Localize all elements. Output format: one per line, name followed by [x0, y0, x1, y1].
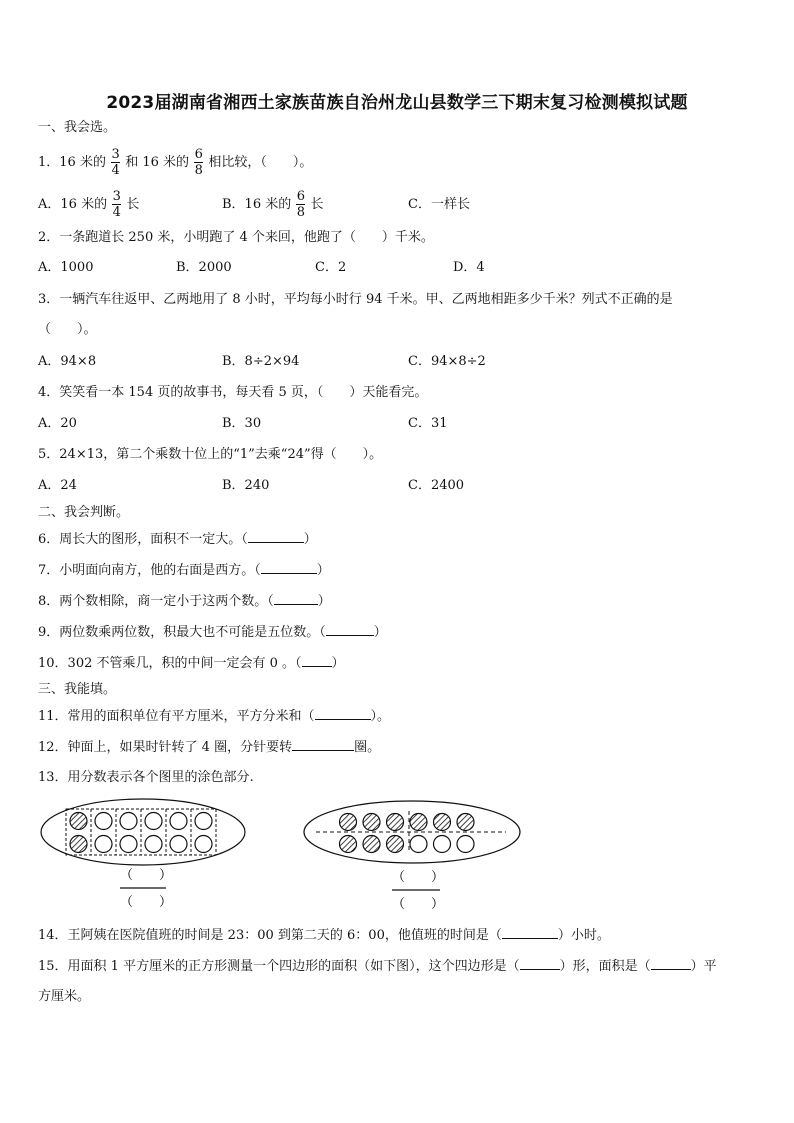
- question-text: 14．王阿姨在医院值班的时间是 23：00 到第二天的 6：00，他值班的时间是（: [38, 928, 502, 943]
- answer-blank-shape[interactable]: [520, 956, 560, 970]
- left-denominator-paren: （ ）: [120, 895, 173, 910]
- left-empty-circle: [120, 836, 137, 853]
- q2-option-c[interactable]: C．2: [315, 260, 347, 275]
- question-text: ）平: [690, 959, 717, 974]
- question-text: 8．两个数相除，商一定小于这两个数。（: [38, 594, 274, 609]
- q1-option-a[interactable]: [38, 190, 139, 220]
- q2-option-a[interactable]: A．1000: [38, 260, 94, 275]
- left-empty-circle: [170, 813, 187, 830]
- denominator: 4: [112, 205, 121, 220]
- option-suffix: 长: [310, 197, 324, 212]
- answer-blank[interactable]: [302, 653, 332, 667]
- denominator: 8: [194, 163, 203, 178]
- close-paren: ）。: [370, 709, 391, 724]
- answer-blank[interactable]: [261, 560, 317, 574]
- close-paren: ）: [373, 625, 387, 640]
- question-11: [38, 706, 390, 727]
- numerator: 6: [194, 147, 203, 162]
- left-shaded-circle: [70, 836, 87, 853]
- question-text: 10．302 不管乘几，积的中间一定会有 0 。（: [38, 656, 302, 671]
- question-text: ）形，面积是（: [559, 959, 651, 974]
- left-figure: [41, 799, 245, 910]
- question-text: 和 16 米的: [125, 155, 190, 170]
- answer-blank[interactable]: [274, 591, 318, 605]
- right-shaded-circle: [457, 814, 474, 831]
- close-paren: ）: [317, 594, 331, 609]
- q3-option-a[interactable]: A．94×8: [38, 354, 97, 369]
- close-paren: ）: [331, 656, 345, 671]
- left-shaded-circle: [70, 813, 87, 830]
- question-3-continued: （ ）。: [38, 322, 97, 337]
- question-8: [38, 591, 331, 612]
- question-text: 6．周长大的图形，面积不一定大。（: [38, 532, 248, 547]
- question-10: [38, 653, 345, 674]
- fraction-six-eighths: [296, 190, 305, 219]
- q4-option-b[interactable]: B．30: [222, 416, 262, 431]
- question-text: 16 米的: [59, 155, 106, 170]
- denominator: 8: [296, 205, 306, 220]
- question-5: 5．24×13，第二个乘数十位上的“1”去乘“24”得（ ）。: [38, 447, 383, 462]
- q2-option-d[interactable]: D．4: [453, 260, 485, 275]
- q1-option-b[interactable]: [222, 190, 324, 220]
- right-empty-circle: [457, 836, 474, 853]
- right-denominator-paren: （ ）: [392, 897, 445, 912]
- option-label: A．16 米的: [38, 197, 108, 212]
- question-text: ）小时。: [557, 928, 610, 943]
- answer-blank[interactable]: [326, 622, 374, 636]
- fraction-three-quarters: [111, 148, 120, 177]
- right-shaded-circle: [387, 836, 404, 853]
- question-number: 1．: [38, 155, 60, 170]
- fraction-three-quarters: [112, 190, 121, 219]
- q13-figures: [0, 795, 794, 920]
- right-shaded-circle: [410, 814, 427, 831]
- right-shaded-circle: [387, 814, 404, 831]
- right-shaded-circle: [434, 814, 451, 831]
- left-empty-circle: [195, 836, 212, 853]
- question-3: 3．一辆汽车往返甲、乙两地用了 8 小时，平均每小时行 94 千米。甲、乙两地相距多少千米？列式不正确的是: [38, 292, 673, 307]
- numerator: 3: [112, 189, 121, 204]
- answer-blank[interactable]: [292, 737, 354, 751]
- numerator: 6: [296, 189, 306, 204]
- question-9: [38, 622, 387, 643]
- question-text: 7．小明面向南方，他的右面是西方。（: [38, 563, 261, 578]
- q5-option-a[interactable]: A．24: [38, 478, 77, 493]
- left-empty-circle: [145, 813, 162, 830]
- q5-option-b[interactable]: B．240: [222, 478, 270, 493]
- question-text: 圈。: [354, 740, 381, 755]
- question-2: 2．一条跑道长 250 米，小明跑了 4 个来回，他跑了（ ）千米。: [38, 230, 434, 245]
- question-15: [38, 956, 717, 977]
- q2-option-b[interactable]: B．2000: [176, 260, 232, 275]
- left-numerator-paren: （ ）: [120, 868, 173, 883]
- answer-blank[interactable]: [248, 529, 304, 543]
- answer-blank-area[interactable]: [651, 956, 691, 970]
- q4-option-c[interactable]: C．31: [408, 416, 448, 431]
- question-4: 4．笑笑看一本 154 页的故事书，每天看 5 页，（ ）天能看完。: [38, 385, 428, 400]
- right-empty-circle: [410, 836, 427, 853]
- option-label: B．16 米的: [222, 197, 292, 212]
- q4-option-a[interactable]: A．20: [38, 416, 77, 431]
- section-heading-judge: 二、我会判断。: [38, 505, 130, 520]
- question-text: 9．两位数乘两位数，积最大也不可能是五位数。（: [38, 625, 326, 640]
- right-figure: [304, 801, 520, 912]
- right-numerator-paren: （ ）: [392, 870, 445, 885]
- numerator: 3: [111, 147, 120, 162]
- fraction-six-eighths: [194, 148, 203, 177]
- answer-blank[interactable]: [315, 706, 371, 720]
- page-title: 2023届湖南省湘西土家族苗族自治州龙山县数学三下期末复习检测模拟试题: [106, 93, 688, 113]
- right-shaded-circle: [363, 836, 380, 853]
- question-13: 13．用分数表示各个图里的涂色部分.: [38, 770, 254, 785]
- question-14: [38, 925, 610, 946]
- left-empty-circle: [170, 836, 187, 853]
- section-heading-choice: 一、我会选。: [38, 120, 117, 135]
- left-empty-circle: [95, 836, 112, 853]
- right-empty-circle: [434, 836, 451, 853]
- question-text: 相比较，（ ）。: [208, 155, 313, 170]
- option-suffix: 长: [126, 197, 140, 212]
- q5-option-c[interactable]: C．2400: [408, 478, 465, 493]
- close-paren: ）: [316, 563, 330, 578]
- right-shaded-circle: [363, 814, 380, 831]
- left-empty-circle: [95, 813, 112, 830]
- answer-blank[interactable]: [502, 925, 558, 939]
- question-6: [38, 529, 317, 550]
- question-15-continued: 方厘米。: [38, 989, 91, 1004]
- left-empty-circle: [120, 813, 137, 830]
- question-12: [38, 737, 380, 758]
- question-text: 12．钟面上，如果时针转了 4 圈，分针要转: [38, 740, 293, 755]
- denominator: 4: [111, 163, 120, 178]
- question-1: [38, 148, 312, 178]
- section-heading-fill: 三、我能填。: [38, 682, 117, 697]
- left-empty-circle: [145, 836, 162, 853]
- close-paren: ）: [303, 532, 317, 547]
- question-text: 15．用面积 1 平方厘米的正方形测量一个四边形的面积（如下图），这个四边形是（: [38, 959, 520, 974]
- question-text: 11．常用的面积单位有平方厘米，平方分米和（: [38, 709, 315, 724]
- right-shaded-circle: [340, 814, 357, 831]
- question-7: [38, 560, 330, 581]
- right-shaded-circle: [340, 836, 357, 853]
- q1-option-c[interactable]: C．一样长: [408, 197, 470, 212]
- left-dashed-grid: [66, 809, 216, 855]
- q3-option-c[interactable]: C．94×8÷2: [408, 354, 486, 369]
- q3-option-b[interactable]: B．8÷2×94: [222, 354, 300, 369]
- left-empty-circle: [195, 813, 212, 830]
